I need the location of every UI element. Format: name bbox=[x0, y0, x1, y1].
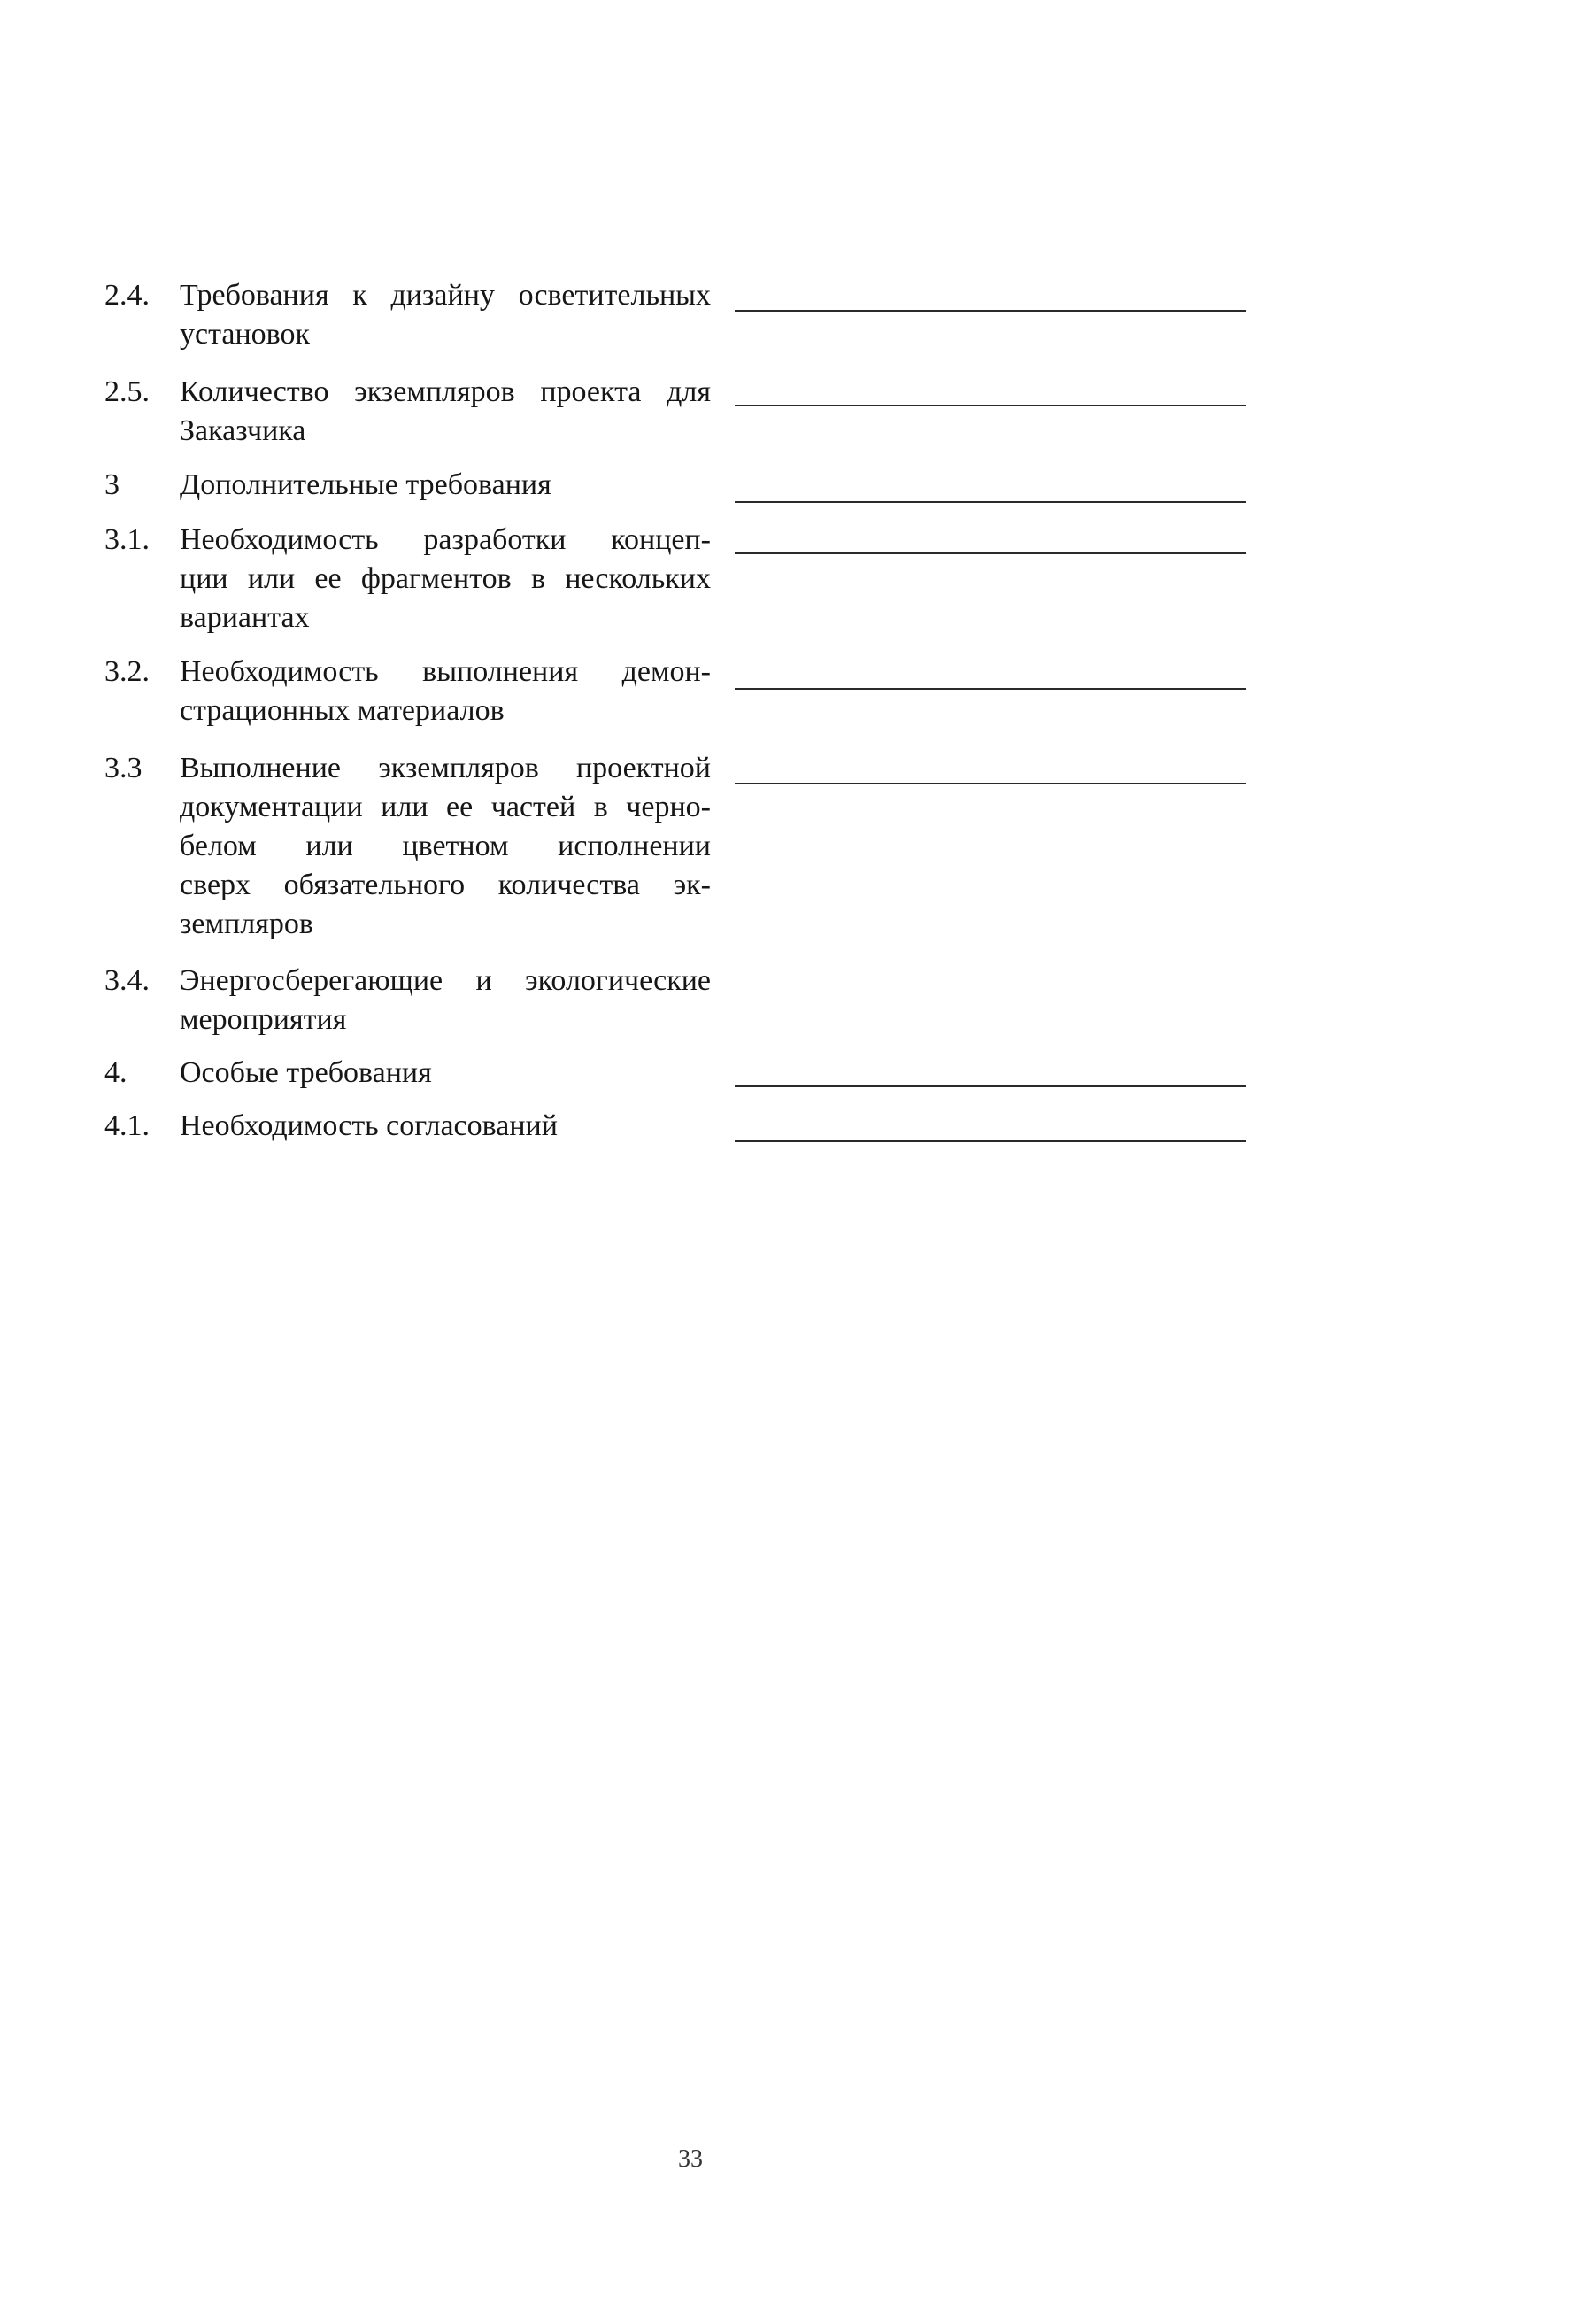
item-text-line: документации или ее частей в черно- bbox=[180, 791, 711, 823]
item-text-line: мероприятия bbox=[180, 1003, 347, 1036]
item-text bbox=[180, 466, 711, 505]
item-number: 3.2. bbox=[104, 655, 150, 688]
item-text-line: Выполнение экземпляров проектной bbox=[180, 752, 711, 784]
fill-in-line[interactable] bbox=[735, 783, 1246, 784]
item-number: 3.4. bbox=[104, 964, 150, 997]
item-text bbox=[180, 521, 711, 637]
item-text bbox=[180, 962, 711, 1039]
item-number: 3 bbox=[104, 468, 120, 501]
item-text-line: Необходимость выполнения демон- bbox=[180, 655, 711, 688]
item-text-line: Необходимость разработки концеп- bbox=[180, 523, 711, 556]
item-text bbox=[180, 1054, 711, 1093]
fill-in-line[interactable] bbox=[735, 310, 1246, 312]
item-number: 2.5. bbox=[104, 375, 150, 408]
item-text-line: Необходимость согласований bbox=[180, 1109, 558, 1142]
item-number: 2.4. bbox=[104, 279, 150, 312]
item-text-line: Заказчика bbox=[180, 414, 306, 447]
fill-in-line[interactable] bbox=[735, 501, 1246, 503]
item-text-line: Количество экземпляров проекта для bbox=[180, 375, 711, 408]
item-text-line: белом или цветном исполнении bbox=[180, 830, 711, 862]
item-text bbox=[180, 1107, 711, 1146]
item-text bbox=[180, 373, 711, 451]
item-text-line: страционных материалов bbox=[180, 694, 505, 727]
item-text-line: вариантах bbox=[180, 601, 310, 634]
fill-in-line[interactable] bbox=[735, 688, 1246, 690]
page-number: 33 bbox=[678, 2145, 703, 2173]
item-number: 4.1. bbox=[104, 1109, 150, 1142]
item-text-line: Требования к дизайну осветительных bbox=[180, 279, 711, 312]
item-text-line: сверх обязательного количества эк- bbox=[180, 869, 711, 901]
item-text-line: земпляров bbox=[180, 908, 313, 940]
item-text bbox=[180, 276, 711, 354]
item-text-line: Особые требования bbox=[180, 1056, 432, 1089]
item-number: 4. bbox=[104, 1056, 127, 1089]
item-text-line: установок bbox=[180, 318, 310, 351]
fill-in-line[interactable] bbox=[735, 405, 1246, 406]
item-text bbox=[180, 749, 711, 944]
item-text bbox=[180, 653, 711, 730]
item-number: 3.1. bbox=[104, 523, 150, 556]
item-text-line: Энергосберегающие и экологические bbox=[180, 964, 711, 997]
item-number: 3.3 bbox=[104, 752, 143, 784]
item-text-line: ции или ее фрагментов в нескольких bbox=[180, 562, 711, 595]
fill-in-line[interactable] bbox=[735, 552, 1246, 554]
fill-in-line[interactable] bbox=[735, 1140, 1246, 1142]
fill-in-line[interactable] bbox=[735, 1085, 1246, 1087]
item-text-line: Дополнительные требования bbox=[180, 468, 551, 501]
